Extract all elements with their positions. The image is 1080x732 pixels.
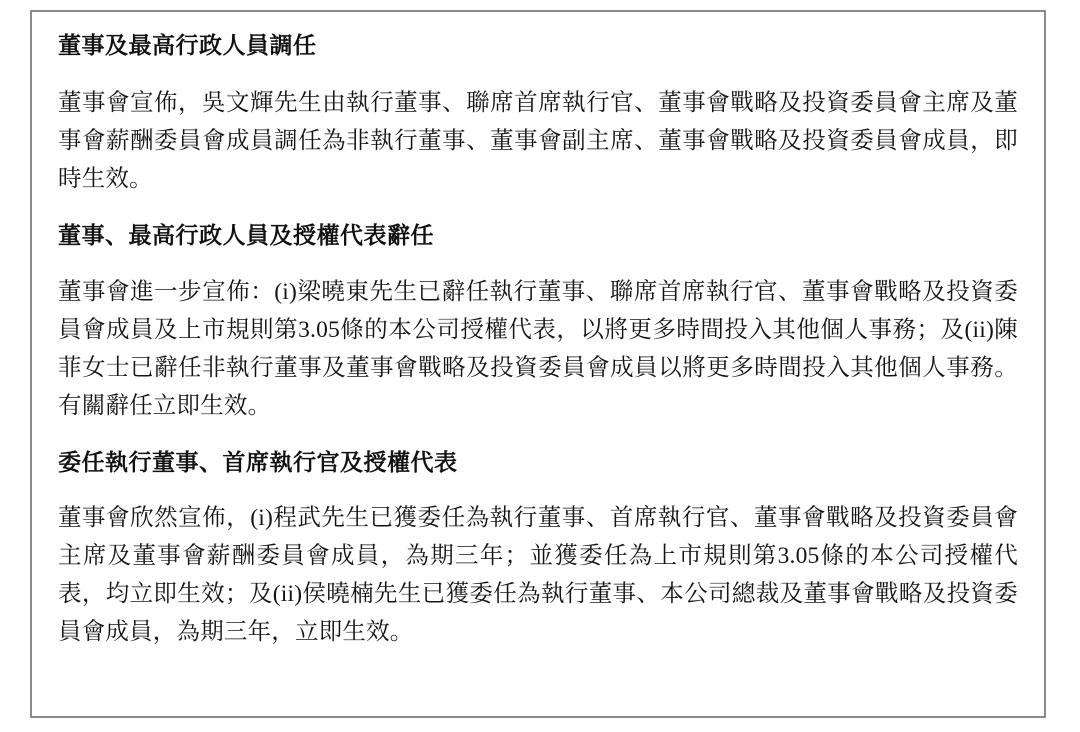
section-body: 董事會進一步宣佈：(i)梁曉東先生已辭任執行董事、聯席首席執行官、董事會戰略及投資委員會成員及上市規則第3.05條的本公司授權代表，以將更多時間投入其他個人事務；及(ii)陳菲女士已辭任非執行董事及董事會戰略及投資委員會成員以將更多時間投入其他個人事務。有關辭任立即生效。 (58, 278, 1018, 419)
section-body: 董事會欣然宣佈，(i)程武先生已獲委任為執行董事、首席執行官、董事會戰略及投資委員會主席及董事會薪酬委員會成員，為期三年；並獲委任為上市規則第3.05條的本公司授權代表，均立即生效；及(ii)侯曉楠先生已獲委任為執行董事、本公司總裁及董事會戰略及投資委員會成員，為期三年，立即生效。 (58, 505, 1018, 646)
section-body: 董事會宣佈，吳文輝先生由執行董事、聯席首席執行官、董事會戰略及投資委員會主席及董事會薪酬委員會成員調任為非執行董事、董事會副主席、董事會戰略及投資委員會成員，即時生效。 (58, 90, 1018, 193)
document-frame (30, 10, 1046, 718)
section-director-redesignation (58, 30, 1018, 198)
section-heading: 委任執行董事、首席執行官及授權代表 (58, 449, 458, 476)
section-heading: 董事、最高行政人員及授權代表辭任 (58, 223, 434, 250)
section-appointment (58, 447, 1018, 651)
section-resignation (58, 220, 1018, 424)
section-heading: 董事及最高行政人員調任 (58, 33, 317, 59)
